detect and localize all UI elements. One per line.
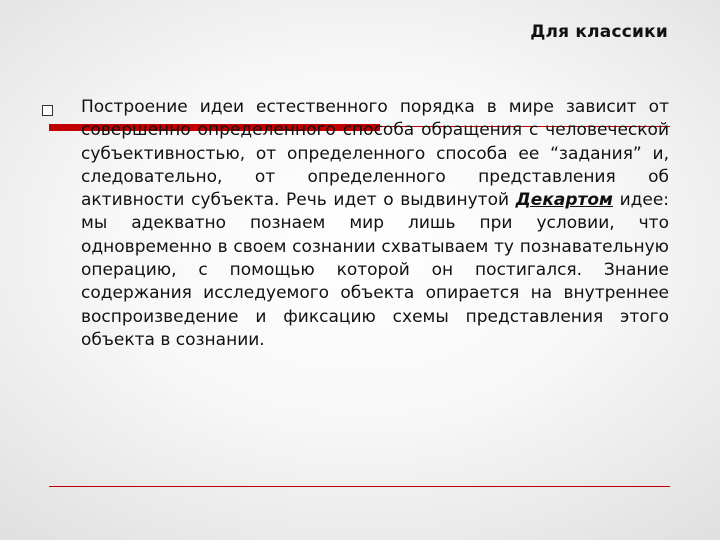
body-paragraph bbox=[81, 96, 669, 352]
paragraph-rest: идее: мы адекватно познаем мир лишь при условии, что одновременно в своем сознании схватываем ту познавательную операцию, с помощью которой он постигался. Знание содержания исследуемого объекта опирается на внутреннее воспроизведение и фиксацию схемы представления этого объекта в сознании. bbox=[81, 190, 670, 350]
paragraph-intro: Построение идеи естественного порядка в мире зависит от совершенно определенного способа обращения с человеческой субъективностью, от определенного способа ее “задания” и, следовательно, от определенного представления об активности субъекта. Речь идет о выдвинутой bbox=[81, 97, 669, 211]
slide-title: Для классики bbox=[530, 22, 668, 42]
bottom-divider bbox=[49, 486, 670, 487]
highlighted-name: Декартом bbox=[515, 190, 613, 211]
square-bullet-icon bbox=[42, 105, 53, 116]
